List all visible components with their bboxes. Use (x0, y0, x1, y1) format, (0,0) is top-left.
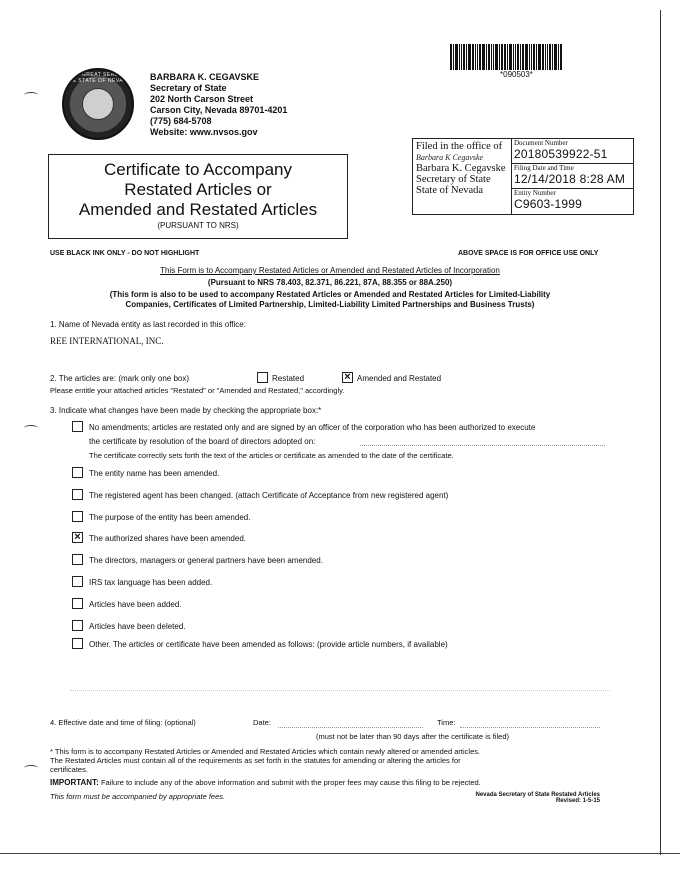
amended-restated-checkbox[interactable]: × (342, 372, 353, 383)
barcode-bar (493, 44, 494, 70)
footer-line-1: * This form is to accompany Restated Articles or Amended and Restated Articles which contain newly altered or amended articles. (50, 747, 481, 756)
signature: Barbara K Cegavske (416, 153, 484, 162)
entity-number-label: Entity Number (514, 189, 556, 197)
filed-line: Barbara K. Cegavske (416, 163, 506, 174)
seal-emblem-icon (82, 88, 114, 120)
barcode-bar (560, 44, 562, 70)
no-amendments-line2: the certificate by resolution of the board of directors adopted on: (89, 437, 316, 446)
other-details-field[interactable] (70, 655, 610, 691)
page-edge-right (660, 10, 661, 855)
form-org: Nevada Secretary of State Restated Articles (475, 792, 600, 798)
amendment-label: Articles have been added. (89, 600, 182, 609)
office-name: BARBARA K. CEGAVSKE (150, 72, 260, 82)
page-edge-bottom (0, 853, 680, 854)
amendment-checkbox[interactable] (72, 511, 83, 522)
restated-checkbox[interactable] (257, 372, 268, 383)
time-label: Time: (437, 718, 456, 727)
state-seal (62, 68, 134, 140)
barcode-bar (545, 44, 546, 70)
office-website: Website: www.nvsos.gov (150, 127, 258, 137)
barcode-bar (477, 44, 478, 70)
barcode-bar (522, 44, 524, 70)
title-pursuant: (PURSUANT TO NRS) (157, 221, 239, 230)
filed-line: State of Nevada (416, 185, 484, 196)
other-checkbox[interactable] (72, 638, 83, 649)
office-use-note: ABOVE SPACE IS FOR OFFICE USE ONLY (458, 250, 599, 257)
footer-line-3: certificates. (50, 765, 88, 774)
section2-note: Please entitle your attached articles "Restated" or "Amended and Restated," accordingly. (50, 386, 345, 395)
barcode-bar (468, 44, 471, 70)
form-revised: Revised: 1-5-15 (555, 798, 600, 804)
filing-datetime: 12/14/2018 8:28 AM (514, 172, 626, 186)
barcode-bar (475, 44, 476, 70)
entity-name-field[interactable]: REE INTERNATIONAL, INC. (50, 336, 164, 346)
entity-number-cell (512, 189, 633, 214)
filing-datetime-label: Filing Date and Time (514, 164, 574, 172)
barcode-bar (515, 44, 516, 70)
title-line-3: Amended and Restated Articles (78, 200, 318, 219)
barcode-bar (542, 44, 544, 70)
barcode-bar (558, 44, 559, 70)
document-number-label: Document Number (514, 139, 568, 147)
filed-in-office (413, 139, 511, 214)
office-phone: (775) 684-5708 (150, 116, 212, 126)
form-title-box (48, 154, 348, 239)
no-amendments-line3: The certificate correctly sets forth the text of the articles or certificate as amended to the date of the certificate. (89, 451, 454, 460)
filed-line: Secretary of State (416, 174, 491, 185)
barcode-bar (507, 44, 508, 70)
no-amendments-line1: No amendments; articles are restated only and are signed by an officer of the corporation who has been authorized to execute (89, 423, 536, 432)
section4-note: (must not be later than 90 days after the certificate is filed) (316, 732, 510, 741)
important-label: IMPORTANT: (50, 778, 99, 787)
section1-label: 1. Name of Nevada entity as last recorded in this office: (50, 320, 246, 329)
barcode-bar (488, 44, 490, 70)
barcode-bar (463, 44, 465, 70)
office-city: Carson City, Nevada 89701-4201 (150, 105, 288, 115)
important-text: Failure to include any of the above information and submit with the proper fees may cause this filing to be rejected. (100, 778, 481, 787)
barcode-bar (472, 44, 474, 70)
barcode-bar (513, 44, 514, 70)
fees-note: This form must be accompanied by appropriate fees. (50, 792, 226, 801)
barcode-bar (520, 44, 521, 70)
date-label: Date: (253, 718, 271, 727)
barcode-bar (450, 44, 452, 70)
barcode-bar (501, 44, 503, 70)
filing-details (511, 139, 633, 214)
entity-number: C9603-1999 (514, 197, 583, 211)
barcode (450, 44, 598, 70)
filing-datetime-cell (512, 164, 633, 189)
barcode-bar (499, 44, 500, 70)
barcode-bar (461, 44, 462, 70)
barcode-bar (486, 44, 487, 70)
seal-text: THE GREAT SEAL OF THE STATE OF NEVADA (64, 72, 132, 84)
amendment-label: The entity name has been amended. (89, 469, 220, 478)
amended-restated-label: Amended and Restated (357, 374, 442, 383)
ink-note: USE BLACK INK ONLY - DO NOT HIGHLIGHT (50, 250, 200, 257)
amendment-label: The registered agent has been changed. (attach Certificate of Acceptance from new registered agent) (89, 491, 449, 500)
barcode-bar (536, 44, 537, 70)
barcode-number: *090503* (500, 70, 533, 79)
intro-also-2: Companies, Certificates of Limited Partnership, Limited-Liability Limited Partnerships and Business Trusts) (125, 300, 535, 309)
office-address-block (150, 72, 287, 138)
amendment-checkbox[interactable] (72, 598, 83, 609)
barcode-bar (517, 44, 519, 70)
barcode-bar (491, 44, 492, 70)
barcode-bar (529, 44, 530, 70)
amendment-checkbox[interactable] (72, 554, 83, 565)
barcode-bar (547, 44, 548, 70)
barcode-bar (495, 44, 498, 70)
amendment-checkbox[interactable]: × (72, 532, 83, 543)
effective-time-field[interactable] (460, 727, 600, 728)
barcode-bar (455, 44, 458, 70)
barcode-bar (453, 44, 454, 70)
punch-mark (24, 425, 38, 431)
barcode-bar (538, 44, 541, 70)
amendment-checkbox[interactable] (72, 467, 83, 478)
other-label: Other. The articles or certificate have been amended as follows: (provide article numbers, if available) (89, 640, 448, 649)
barcode-bar (479, 44, 481, 70)
section3-label: 3. Indicate what changes have been made by checking the appropriate box:* (50, 406, 322, 415)
amendment-checkbox[interactable] (72, 620, 83, 631)
footer-line-2: The Restated Articles must contain all of the requirements as set forth in the statutes for amending or altering the articles for (50, 756, 461, 765)
board-adoption-date-field[interactable] (360, 445, 605, 446)
amendment-label: Articles have been deleted. (89, 622, 186, 631)
effective-date-field[interactable] (278, 727, 423, 728)
amendment-label: The authorized shares have been amended. (89, 534, 246, 543)
amendment-label: The purpose of the entity has been amended. (89, 513, 251, 522)
no-amendments-checkbox[interactable] (72, 421, 83, 432)
barcode-bar (482, 44, 485, 70)
intro-nrs: (Pursuant to NRS 78.403, 82.371, 86.221, 87A, 88.355 or 88A.250) (207, 278, 453, 287)
important-note (50, 778, 481, 787)
punch-mark (24, 92, 38, 98)
barcode-bar (533, 44, 535, 70)
barcode-bar (552, 44, 553, 70)
amendment-checkbox[interactable] (72, 489, 83, 500)
amendment-checkbox[interactable] (72, 576, 83, 587)
intro-heading: This Form is to Accompany Restated Articles or Amended and Restated Articles of Incorporation (160, 266, 500, 275)
barcode-bar (459, 44, 460, 70)
barcode-bar (549, 44, 551, 70)
section4-label: 4. Effective date and time of filing: (optional) (50, 718, 196, 727)
barcode-bar (509, 44, 512, 70)
barcode-bar (466, 44, 467, 70)
office-street: 202 North Carson Street (150, 94, 254, 104)
barcode-bar (525, 44, 528, 70)
form-revision (440, 792, 600, 804)
restated-label: Restated (272, 374, 305, 383)
document-number: 20180539922-51 (514, 147, 608, 161)
amendment-label: IRS tax language has been added. (89, 578, 213, 587)
amendment-label: The directors, managers or general partners have been amended. (89, 556, 323, 565)
intro-also: (This form is also to be used to accompany Restated Articles or Amended and Restated Articles for Limited-Liability (109, 290, 551, 299)
section2-label: 2. The articles are: (mark only one box) (50, 374, 190, 383)
title-line-1: Certificate to Accompany (103, 160, 293, 179)
punch-mark (24, 765, 38, 771)
barcode-bar (504, 44, 506, 70)
office-title: Secretary of State (150, 83, 227, 93)
document-number-cell (512, 139, 633, 164)
filing-stamp-box (412, 138, 634, 215)
barcode-bar (554, 44, 557, 70)
filed-line: Filed in the office of (416, 141, 503, 152)
title-line-2: Restated Articles or (124, 180, 272, 199)
barcode-bar (531, 44, 532, 70)
